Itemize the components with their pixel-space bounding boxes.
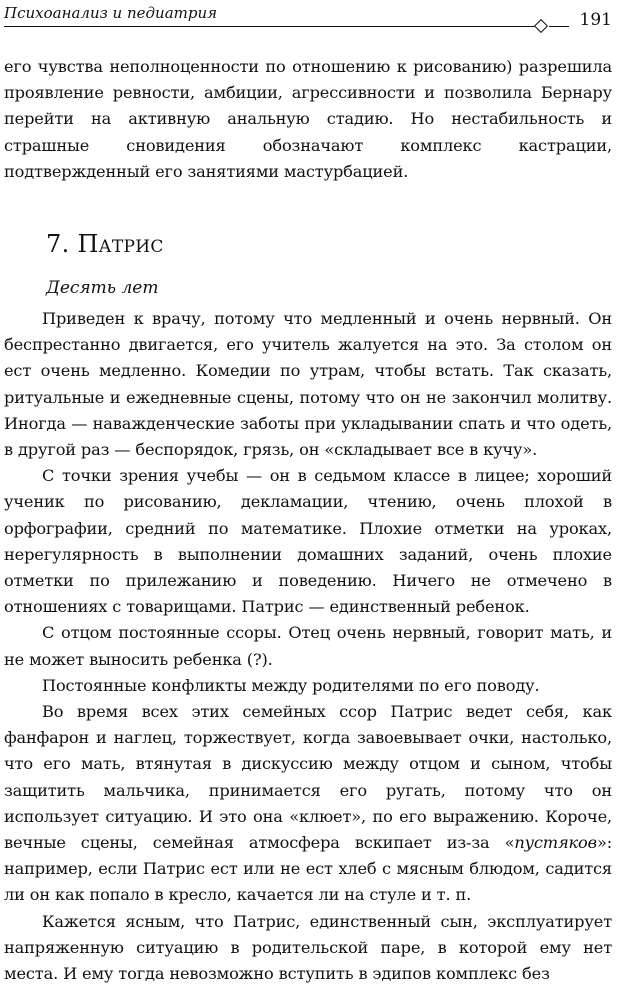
page-number: 191 <box>579 10 612 30</box>
chapter-number: 7. <box>46 230 70 258</box>
paragraph-quarrels <box>4 699 612 909</box>
paragraph-text: Во время всех этих семейных ссор Патрис ведет себя, как фанфарон и наглец, торжествует, когда завоевывает очки, настолько, что его мать, втянутая в дискуссию между отцом и сыном, чтобы защитить мальчика, принимается его ругать, потому что он использует ситуацию. И это она «клюет», по его выражению. Короче, вечные сцены, семейная атмосфера вскипает из-за « <box>4 702 612 853</box>
continuation-paragraph: его чувства неполноценности по отношению к рисованию) разрешила проявление ревности, амбиции, агрессивности и позволила Бернару перейти на активную анальную стадию. Но нестабильность и страшные сновидения обозначают комплекс кастрации, подтвержденный его занятиями мастурбацией. <box>4 57 612 181</box>
case-text <box>4 306 612 987</box>
running-title: Психоанализ и педиатрия <box>4 4 218 22</box>
header-rule-tail <box>549 26 569 27</box>
emphasis-text: пустяков <box>514 833 597 853</box>
running-header <box>4 2 616 40</box>
header-rule <box>4 26 536 27</box>
paragraph: Приведен к врачу, потому что медленный и очень нервный. Он беспрестанно двигается, его учитель жалуется на это. За столом он ест очень медленно. Комедии по утрам, чтобы встать. Так сказать, ритуальные и ежедневные сцены, потому что он не закончил молитву. Иногда — наважденческие заботы при укладывании спать и что одеть, в другой раз — беспорядок, грязь, он «складывает все в кучу». <box>4 309 612 460</box>
case-subheading: Десять лет <box>46 278 159 298</box>
diamond-ornament-icon <box>534 19 548 33</box>
paragraph: С точки зрения учебы — он в седьмом классе в лицее; хороший ученик по рисованию, декламации, чтению, очень плохой в орфографии, средний по математике. Плохие отметки на уроках, нерегулярность в выполнении домашних заданий, очень плохие отметки по прилежанию и поведению. Ничего не отмечено в отношениях с товарищами. Патрис — единственный ребенок. <box>4 466 612 617</box>
paragraph: Кажется ясным, что Патрис, единственный сын, эксплуатирует напряженную ситуацию в родительской паре, в которой ему нет места. И ему тогда невозможно вступить в эдипов комплекс без <box>4 911 612 984</box>
paragraph-text: »: например, если Патрис ест или не ест хлеб с мясным блюдом, садится ли он как попало в кресло, качается ли на стуле и т. п. <box>4 833 612 905</box>
continuation-block <box>4 54 612 185</box>
chapter-title: Патрис <box>77 230 164 258</box>
paragraph: Постоянные конфликты между родителями по его поводу. <box>42 675 540 695</box>
chapter-heading <box>46 230 164 258</box>
paragraph: С отцом постоянные ссоры. Отец очень нервный, говорит мать, и не может выносить ребенка (?). <box>4 623 612 669</box>
